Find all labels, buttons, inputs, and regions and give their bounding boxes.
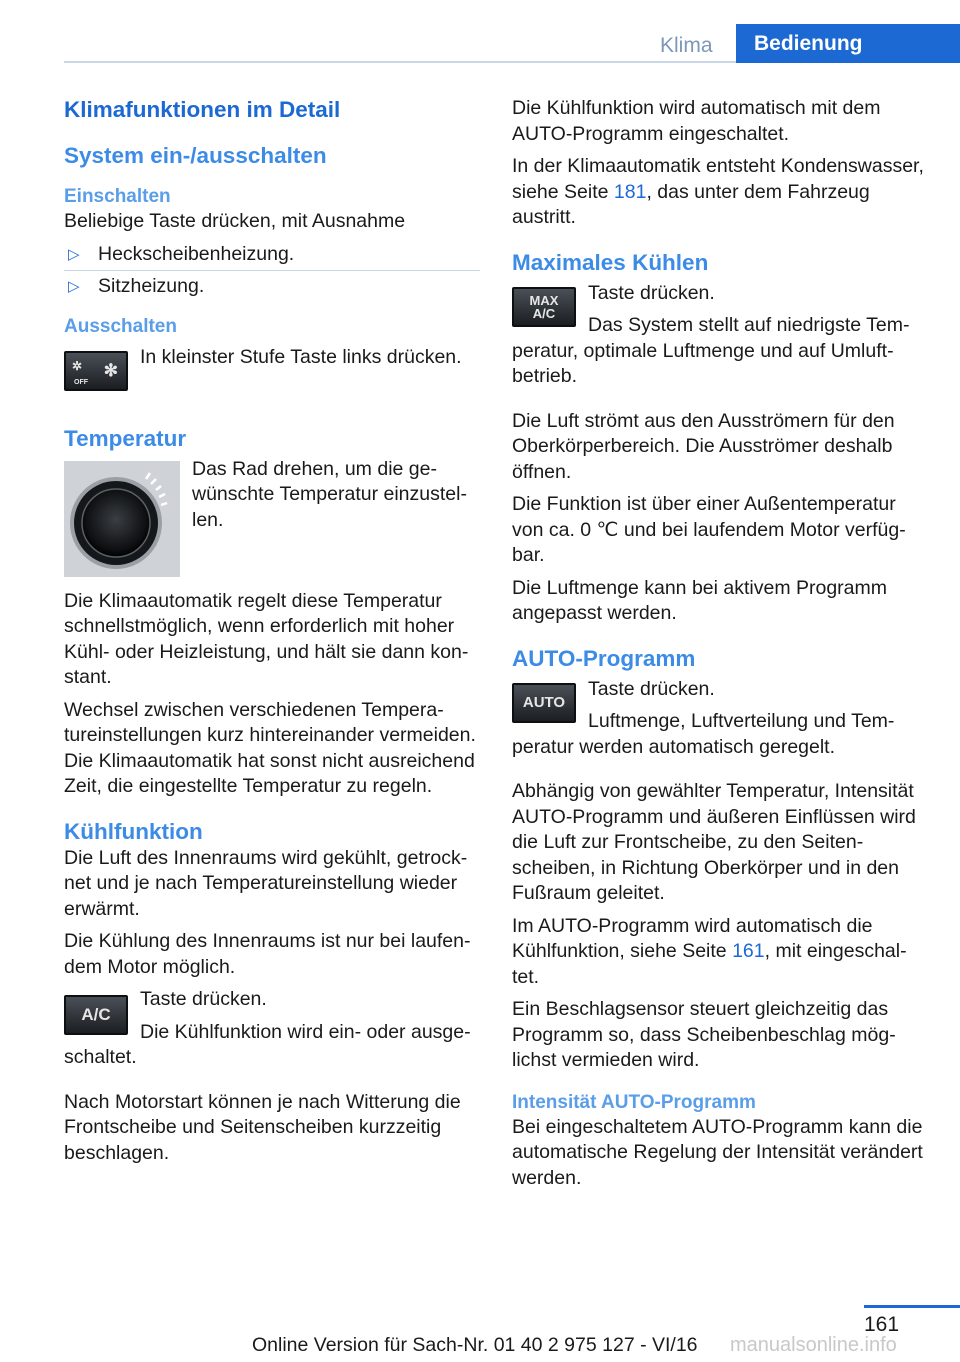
text-auto-1: Taste drücken. bbox=[588, 677, 715, 700]
text-max-p3: Die Luftmenge kann bei aktivem Programm angepasst werden. bbox=[512, 576, 888, 624]
heading-ausschalten: Ausschalten bbox=[64, 315, 177, 337]
text-auto-p2: Im AUTO-Programm wird automatisch die Kühlfunktion, siehe Seite 161, mit eingeschaltet. bbox=[512, 914, 907, 988]
text-temperatur-2: Wechsel zwischen verschiedenen Temperatureinstellungen kurz hintereinander vermeiden. Die Klimaautomatik hat sonst nicht ausreichend Zeit, die eingestellte Temperatur zu regeln. bbox=[64, 698, 476, 797]
text-r2: In der Klimaautomatik entsteht Kondenswasser, siehe Seite 181, das unter dem Fahrzeug austritt. bbox=[512, 155, 924, 228]
page-number: 161 bbox=[864, 1313, 900, 1336]
heading-max: Maximales Kühlen bbox=[512, 249, 709, 275]
exception-list bbox=[64, 242, 480, 300]
heading-temperatur: Temperatur bbox=[64, 425, 187, 451]
page-link-161[interactable]: 161 bbox=[732, 940, 765, 962]
text-temperatur-1: Die Klimaautomatik regelt diese Temperatur schnellstmöglich, wenn erforderlich mit hoher Kühl- oder Heizleistung, und hält sie dann konstant. bbox=[64, 589, 469, 688]
ac-label: A/C bbox=[81, 1005, 111, 1024]
auto-label: AUTO bbox=[522, 694, 566, 711]
text-max-2: Das System stellt auf niedrigste Temperatur, optimale Luftmenge und auf Umluftbetrieb. bbox=[512, 314, 910, 387]
text-ac-1: Taste drücken. bbox=[140, 988, 267, 1010]
list-item: ▷ Heckscheibenheizung. bbox=[64, 242, 480, 268]
right-column bbox=[512, 96, 924, 1198]
online-version-note: Online Version für Sach-Nr. 01 40 2 975 127 - VI/16 bbox=[252, 1334, 698, 1356]
text-intensity: Bei eingeschaltetem AUTO-Programm kann die automatische Regelung der Intensität verändert werden. bbox=[512, 1115, 923, 1189]
text-max-p2: Die Funktion ist über einer Außentemperatur von ca. 0 ℃ und bei laufendem Motor verfügbar. bbox=[512, 493, 906, 566]
max-ac-button-image bbox=[512, 287, 576, 327]
text-temperatur: Das Rad drehen, um die gewünschte Temperatur einzustellen. bbox=[192, 457, 467, 531]
temperature-knob-image bbox=[64, 461, 180, 577]
fan-icon: ✻ bbox=[103, 360, 118, 380]
text-auto-p1: Abhängig von gewählter Temperatur, Intensität AUTO-Programm und äußeren Einflüssen wird die Luft zur Frontscheibe, zu den Seitenscheiben, in Richtung Oberkörper und in den Fußraum geleitet. bbox=[512, 780, 916, 904]
bullet-triangle-icon: ▷ bbox=[68, 245, 80, 263]
watermark: manualsonline.info bbox=[730, 1334, 897, 1356]
list-item: ▷ Sitzheizung. bbox=[64, 274, 480, 300]
header-tab: Bedienung bbox=[736, 24, 960, 63]
ac-button-image bbox=[64, 995, 128, 1035]
bullet-triangle-icon: ▷ bbox=[68, 278, 80, 295]
text-max-1: Taste drücken. bbox=[588, 281, 715, 304]
heading-auto: AUTO-Programm bbox=[512, 645, 696, 671]
max-label: MAX bbox=[529, 292, 559, 308]
text-einschalten: Beliebige Taste drücken, mit Ausnahme bbox=[64, 210, 406, 232]
heading-system: System ein-/ausschalten bbox=[64, 143, 327, 168]
temperature-knob-icon bbox=[64, 461, 180, 577]
fan-small-icon: ✲ bbox=[72, 358, 83, 373]
footer-rule bbox=[864, 1305, 960, 1308]
text-kuehl-1: Die Luft des Innenraums wird gekühlt, getrocknet und je nach Temperatureinstellung wieder erwärmt. bbox=[64, 846, 468, 920]
text-auto-2: Luftmenge, Luftverteilung und Temperatur werden automatisch geregelt. bbox=[512, 710, 895, 758]
heading-einschalten: Einschalten bbox=[64, 186, 171, 207]
header-section: Klima bbox=[660, 34, 713, 57]
text-kuehl-2: Die Kühlung des Innenraums ist nur bei laufendem Motor möglich. bbox=[64, 930, 471, 978]
off-button-image bbox=[64, 351, 128, 391]
text-auto-p3: Ein Beschlagsensor steuert gleichzeitig das Programm so, dass Scheibenbeschlag möglichst vermieden wird. bbox=[512, 998, 896, 1071]
page-link-181[interactable]: 181 bbox=[613, 180, 647, 203]
text-max-p1: Die Luft strömt aus den Ausströmern für den Oberkörperbereich. Die Ausströmer deshalb öffnen. bbox=[512, 409, 895, 483]
off-label: OFF bbox=[74, 378, 88, 386]
max-ac-label: A/C bbox=[532, 305, 556, 321]
auto-button-image bbox=[512, 683, 576, 723]
text-r1: Die Kühlfunktion wird automatisch mit dem AUTO-Programm eingeschaltet. bbox=[512, 97, 881, 145]
left-column bbox=[64, 96, 480, 1173]
text-ac-2: Die Kühlfunktion wird ein- oder ausgeschaltet. bbox=[64, 1020, 471, 1068]
text-ausschalten: In kleinster Stufe Taste links drücken. bbox=[140, 345, 462, 368]
heading-intensity: Intensität AUTO-Programm bbox=[512, 1091, 756, 1113]
heading-kuehlfunktion: Kühlfunktion bbox=[64, 818, 203, 844]
page-title: Klimafunktionen im Detail bbox=[64, 97, 341, 122]
text-kuehl-3: Nach Motorstart können je nach Witterung die Frontscheibe und Seitenscheiben kurzzeitig beschlagen. bbox=[64, 1090, 461, 1164]
